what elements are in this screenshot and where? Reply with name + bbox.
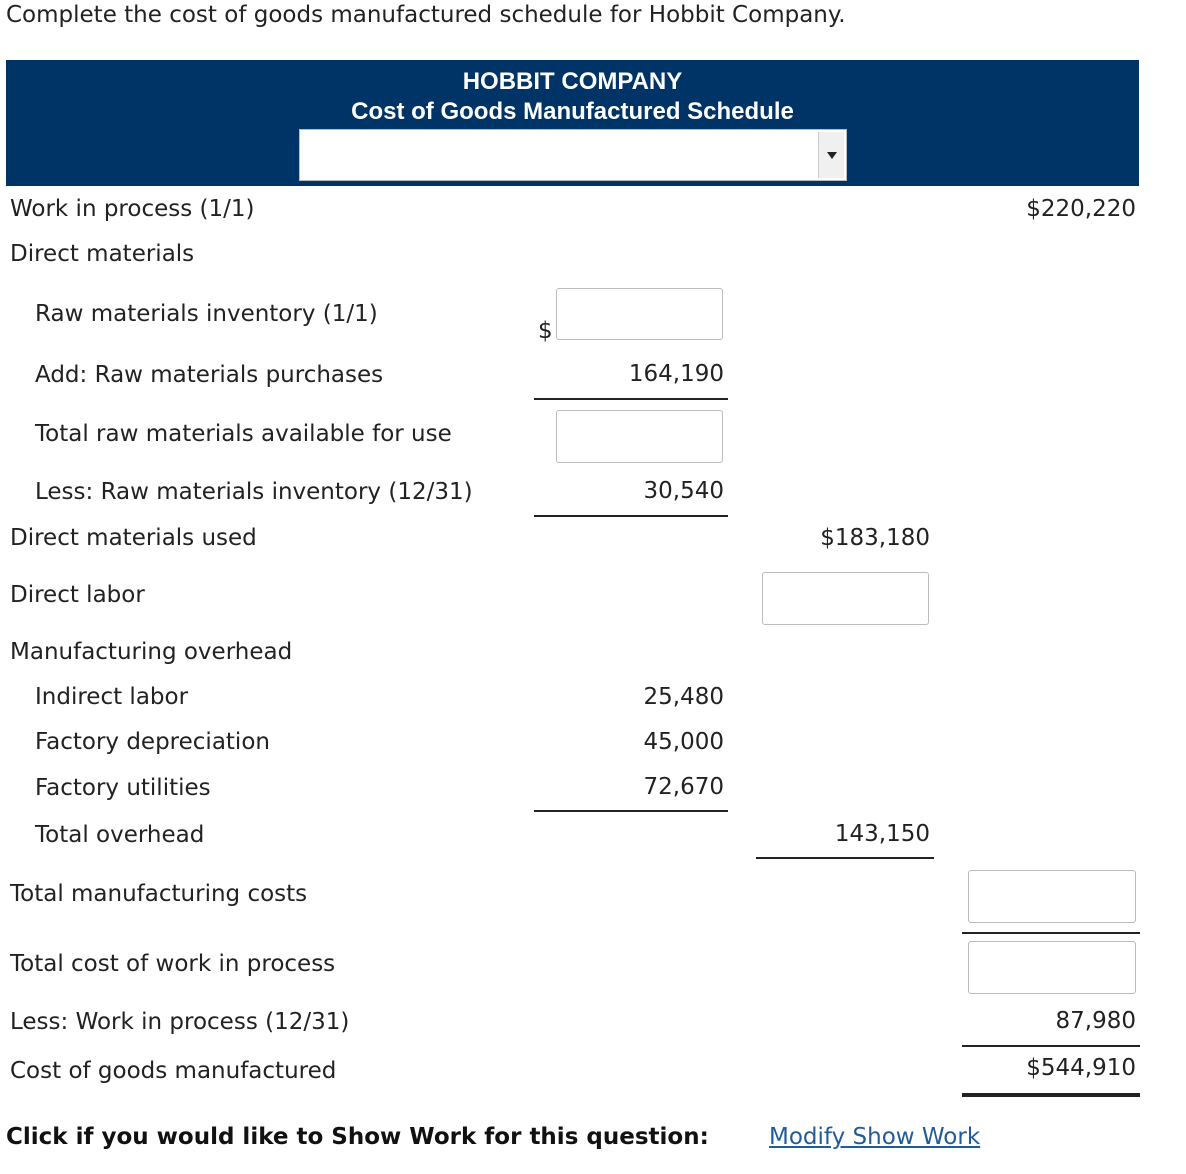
raw-beginning-currency: $ — [538, 318, 553, 344]
raw-ending-value: 30,540 — [643, 478, 724, 504]
chevron-down-icon — [827, 152, 837, 159]
factory-utilities-label: Factory utilities — [35, 775, 211, 801]
direct-materials-label: Direct materials — [10, 241, 195, 267]
raw-beginning-label: Raw materials inventory (1/1) — [35, 301, 378, 327]
total-overhead-value: 143,150 — [834, 821, 930, 847]
raw-available-label: Total raw materials available for use — [35, 421, 452, 447]
dm-used-label: Direct materials used — [10, 525, 257, 551]
company-name: HOBBIT COMPANY — [462, 68, 683, 95]
factory-depreciation-label: Factory depreciation — [35, 729, 270, 755]
cogm-value: $544,910 — [1026, 1055, 1136, 1081]
mfg-overhead-label: Manufacturing overhead — [10, 639, 293, 665]
wip-ending-value: 87,980 — [1055, 1008, 1136, 1034]
schedule-header — [6, 60, 1139, 186]
indirect-labor-label: Indirect labor — [35, 684, 189, 710]
underline — [534, 515, 728, 517]
direct-labor-label: Direct labor — [10, 582, 145, 608]
total-mfg-costs-label: Total manufacturing costs — [10, 881, 308, 907]
dm-used-value: $183,180 — [820, 525, 930, 551]
raw-purchases-label: Add: Raw materials purchases — [35, 362, 384, 388]
raw-available-input[interactable] — [556, 410, 723, 463]
underline — [534, 398, 728, 400]
underline — [756, 857, 934, 859]
schedule-title: Cost of Goods Manufactured Schedule — [351, 98, 794, 125]
direct-labor-input[interactable] — [762, 572, 929, 625]
wip-beginning-label: Work in process (1/1) — [10, 196, 255, 222]
raw-beginning-input[interactable] — [556, 288, 723, 340]
underline — [534, 810, 728, 812]
dropdown-button[interactable] — [818, 132, 844, 178]
instruction-text: Complete the cost of goods manufactured schedule for Hobbit Company. — [6, 2, 846, 28]
total-cost-wip-label: Total cost of work in process — [10, 951, 336, 977]
total-cost-wip-input[interactable] — [968, 941, 1136, 994]
total-mfg-costs-input[interactable] — [968, 870, 1136, 923]
indirect-labor-value: 25,480 — [643, 684, 724, 710]
double-underline — [962, 1093, 1140, 1097]
wip-ending-label: Less: Work in process (12/31) — [10, 1009, 350, 1035]
raw-ending-label: Less: Raw materials inventory (12/31) — [35, 479, 473, 505]
underline — [962, 932, 1140, 934]
cogm-label: Cost of goods manufactured — [10, 1058, 337, 1084]
factory-depreciation-value: 45,000 — [643, 729, 724, 755]
modify-show-work-link[interactable]: Modify Show Work — [769, 1124, 981, 1150]
underline — [962, 1045, 1140, 1047]
factory-utilities-value: 72,670 — [643, 774, 724, 800]
wip-beginning-value: $220,220 — [1026, 196, 1136, 222]
total-overhead-label: Total overhead — [35, 822, 205, 848]
show-work-prompt: Click if you would like to Show Work for this question: — [6, 1124, 709, 1150]
date-select[interactable] — [299, 129, 847, 181]
raw-purchases-value: 164,190 — [628, 361, 724, 387]
